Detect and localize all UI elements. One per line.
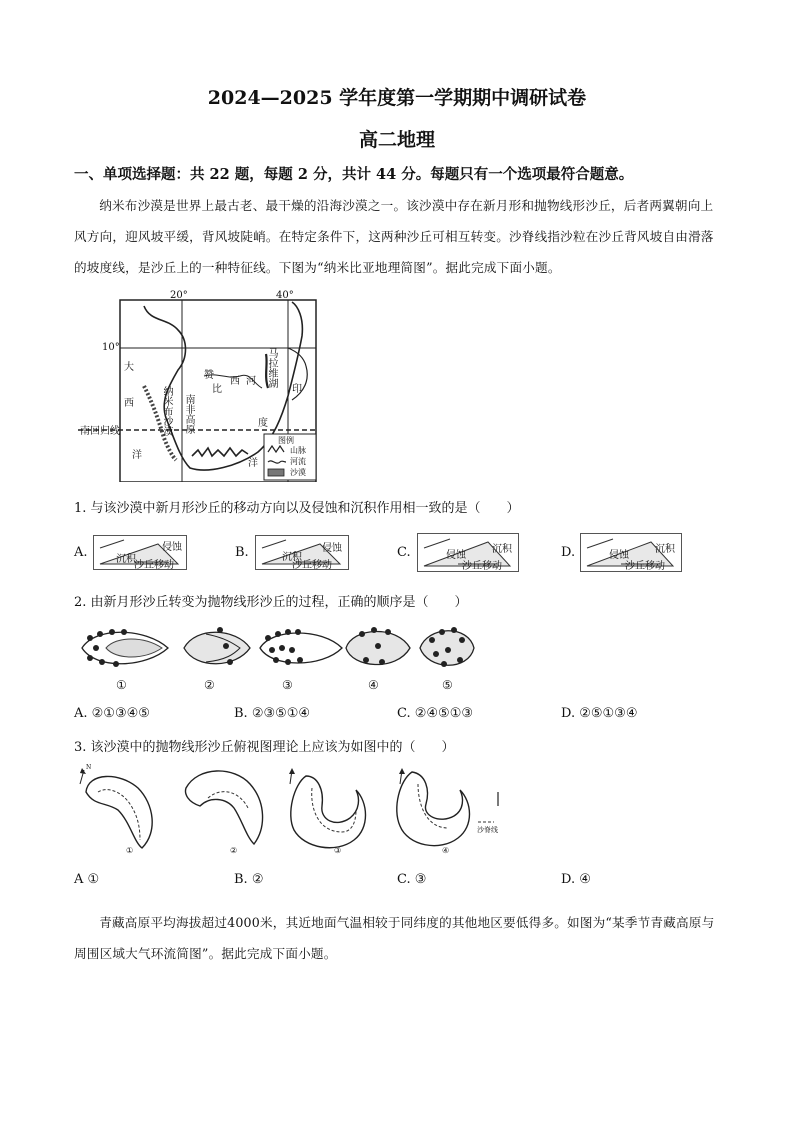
atlantic-char-3: 洋 (132, 450, 142, 461)
lake-label: 马拉维湖 (266, 348, 277, 388)
question-3-stem: 3. 该沙漠中的抛物线形沙丘俯视图理论上应该为如图中的（ ） (74, 740, 455, 755)
q2-option-a[interactable]: A. ②①③④⑤ (74, 706, 150, 721)
q1-d-left-label: 侵蚀 (609, 550, 629, 561)
q1-a-right-label: 侵蚀 (162, 542, 182, 553)
river-char-2: 比 (212, 384, 222, 395)
q1-a-move-label: 沙丘移动 (134, 560, 174, 571)
lon-20-label: 20° (170, 290, 188, 301)
question-1-stem: 1. 与该沙漠中新月形沙丘的移动方向以及侵蚀和沉积作用相一致的是（ ） (74, 501, 520, 516)
q1-option-a-figure[interactable] (93, 535, 187, 570)
atlantic-char-1: 大 (124, 362, 134, 373)
q1-b-move-label: 沙丘移动 (292, 560, 332, 571)
legend-desert: 沙漠 (290, 468, 306, 477)
q1-option-d-letter[interactable]: D. (561, 545, 576, 560)
q3-fig-label-1: ① (126, 846, 134, 855)
q1-d-right-label: 沉积 (655, 544, 675, 555)
section-heading: 一、单项选择题：共 22 题，每题 2 分，共计 44 分。每题只有一个选项最符合题意。 (74, 166, 634, 183)
q2-option-c[interactable]: C. ②④⑤①③ (397, 706, 474, 721)
q1-c-right-label: 沉积 (492, 544, 512, 555)
tropic-label: 南回归线 (80, 426, 120, 437)
q1-b-left-label: 沉积 (282, 552, 302, 563)
plateau-label: 南非高原 (183, 394, 194, 434)
q3-option-a[interactable]: A ① (74, 872, 100, 887)
q1-a-left-label: 沉积 (116, 554, 136, 565)
q1-c-move-label: 沙丘移动 (462, 561, 502, 572)
legend-mountain: 山脉 (290, 446, 306, 455)
q2-option-b[interactable]: B. ②③⑤①④ (234, 706, 311, 721)
desert-label: 纳米布沙漠 (161, 386, 172, 436)
q1-option-c-figure[interactable] (417, 533, 519, 572)
indian-char-1: 印 (292, 384, 302, 395)
q3-option-d[interactable]: D. ④ (561, 872, 591, 887)
q2-fig-label-1: ① (116, 678, 127, 692)
q3-north-label: N (86, 764, 92, 771)
map-drawing (78, 288, 324, 482)
q1-c-left-label: 侵蚀 (446, 550, 466, 561)
q3-dune-plan-figure (74, 762, 514, 862)
q3-fig-label-3: ③ (334, 846, 342, 855)
q2-dune-sequence-figure (76, 620, 476, 694)
q1-option-b-letter[interactable]: B. (235, 545, 249, 560)
q2-dune-shapes (76, 620, 476, 680)
q1-b-right-label: 侵蚀 (322, 543, 342, 554)
indian-char-2: 度 (258, 418, 268, 429)
namibia-map (78, 288, 324, 482)
lat-10-label: 10° (102, 342, 120, 353)
q2-option-d[interactable]: D. ②⑤①③④ (561, 706, 638, 721)
river-char-3: 西 (230, 376, 240, 387)
passage-tibet: 青藏高原平均海拔超过4000米，其近地面气温相较于同纬度的其他地区要低得多。如图为“某季节青藏高原与周围区域大气环流简图”。据此完成下面小题。 (74, 915, 715, 961)
river-char-1: 赞 (204, 370, 214, 381)
passage-namib: 纳米布沙漠是世界上最古老、最干燥的沿海沙漠之一。该沙漠中存在新月形和抛物线形沙丘，后者两翼朝向上风方向，迎风坡平缓，背风坡陡峭。在特定条件下，这两种沙丘可相互转变。沙脊线指沙粒在沙丘背风坡自由滑落的坡度线，是沙丘上的一种特征线。下图为“纳米比亚地理简图”。据此完成下面小题。 (74, 198, 714, 275)
q1-option-b-figure[interactable] (255, 535, 349, 570)
legend-river: 河流 (290, 457, 306, 466)
q3-ridge-label: 沙脊线 (477, 826, 498, 834)
q3-fig-label-2: ② (230, 846, 238, 855)
indian-char-3: 洋 (248, 458, 258, 469)
q1-option-c-letter[interactable]: C. (397, 545, 411, 560)
q1-d-move-label: 沙丘移动 (625, 561, 665, 572)
q2-fig-label-4: ④ (368, 678, 379, 692)
atlantic-char-2: 西 (124, 398, 134, 409)
q3-fig-label-4: ④ (442, 846, 450, 855)
q2-fig-label-5: ⑤ (442, 678, 453, 692)
q2-fig-label-2: ② (204, 678, 215, 692)
exam-subtitle: 高二地理 (358, 129, 435, 151)
q3-option-c[interactable]: C. ③ (397, 872, 427, 887)
q1-option-a-letter[interactable]: A. (74, 545, 88, 560)
exam-title: 2024—2025 学年度第一学期期中调研试卷 (207, 87, 587, 109)
legend-title: 图例 (278, 436, 294, 445)
q1-option-d-figure[interactable] (580, 533, 682, 572)
q3-option-b[interactable]: B. ② (234, 872, 264, 887)
q2-fig-label-3: ③ (282, 678, 293, 692)
question-2-stem: 2. 由新月形沙丘转变为抛物线形沙丘的过程，正确的顺序是（ ） (74, 595, 468, 610)
river-char-4: 河 (246, 376, 256, 387)
lon-40-label: 40° (276, 290, 294, 301)
